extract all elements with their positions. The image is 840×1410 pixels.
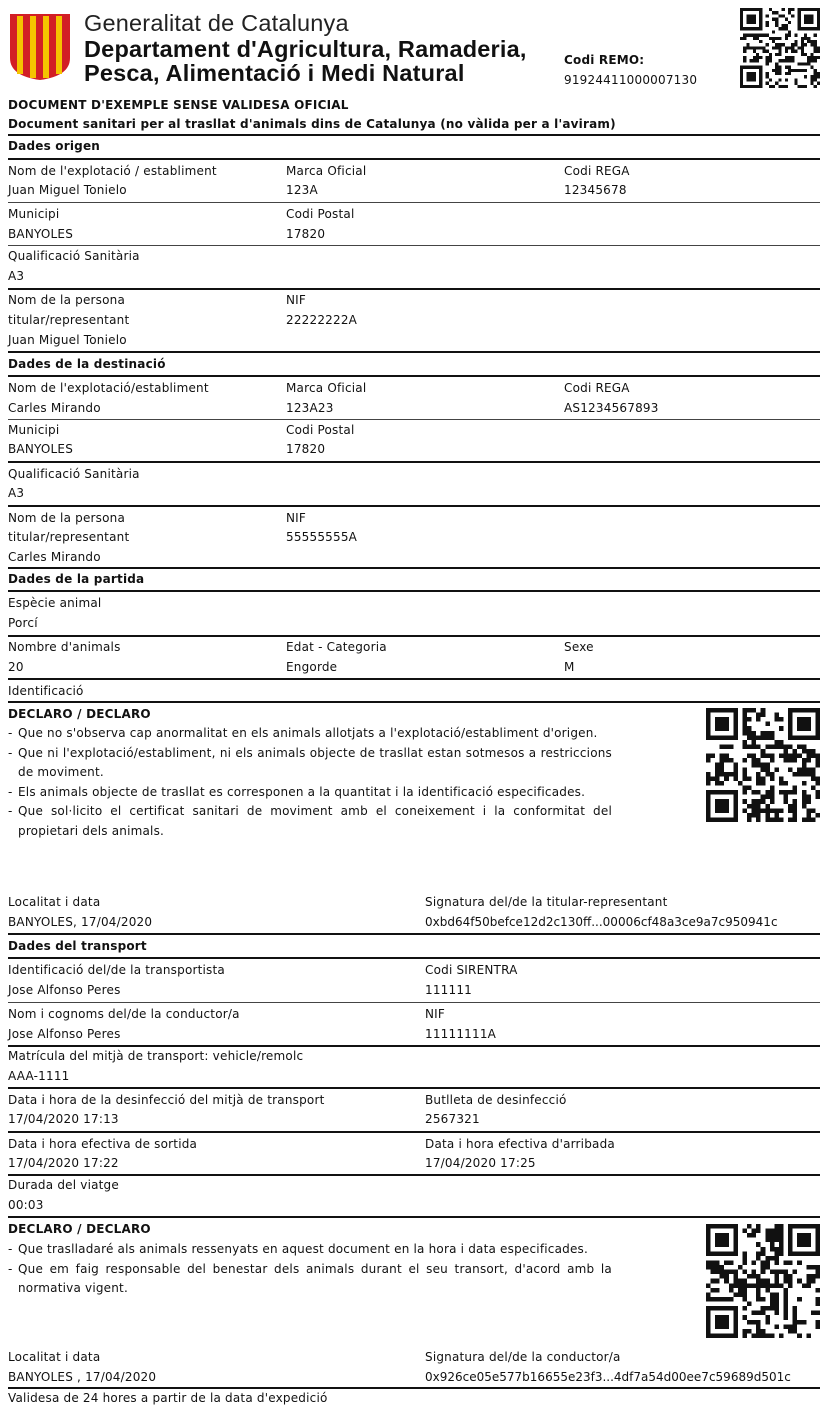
transport-arribada-value: 17/04/2020 17:25 <box>425 1156 536 1170</box>
transport-transportista-label: Identificació del/de la transportista <box>8 963 225 977</box>
declaracio-2-item: - Que traslladaré als animals ressenyats en aquest document en la hora i data especificades. <box>8 1242 588 1256</box>
origen-nif-label: NIF <box>286 293 307 307</box>
transport-durada-label: Durada del viatge <box>8 1178 119 1192</box>
partida-identificacio-label: Identificació <box>8 684 84 698</box>
origen-municipi-value: BANYOLES <box>8 227 74 241</box>
declaracio-1-list <box>8 724 612 841</box>
transport-durada-value: 00:03 <box>8 1198 44 1212</box>
declaracio-2-signatura-label: Signatura del/de la conductor/a <box>425 1350 621 1364</box>
partida-edat-label: Edat - Categoria <box>286 640 387 654</box>
transport-desinfeccio-label: Data i hora de la desinfecció del mitjà de transport <box>8 1093 325 1107</box>
partida-sexe-value: M <box>564 660 575 674</box>
desti-persona-value: Carles Mirando <box>8 550 101 564</box>
transport-nif-value: 11111111A <box>425 1027 497 1041</box>
declaracio-1-item: - Que no s'observa cap anormalitat en els animals allotjats a l'explotació/establiment d'origen. <box>8 726 598 740</box>
desti-rega-label: Codi REGA <box>564 381 630 395</box>
document-title: DOCUMENT D'EXEMPLE SENSE VALIDESA OFICIAL <box>8 98 349 112</box>
transport-arribada-label: Data i hora efectiva d'arribada <box>425 1137 615 1151</box>
desti-cp-label: Codi Postal <box>286 423 355 437</box>
transport-sortida-value: 17/04/2020 17:22 <box>8 1156 119 1170</box>
section-heading-transport: Dades del transport <box>8 939 147 953</box>
partida-nombre-label: Nombre d'animals <box>8 640 121 654</box>
origen-nif-value: 22222222A <box>286 313 358 327</box>
declaracio-2-localitat-value: BANYOLES , 17/04/2020 <box>8 1370 157 1384</box>
desti-persona-label-2: titular/representant <box>8 530 130 544</box>
transport-butlleta-label: Butlleta de desinfecció <box>425 1093 567 1107</box>
transport-conductor-value: Jose Alfonso Peres <box>8 1027 121 1041</box>
origen-qualificacio-value: A3 <box>8 269 25 283</box>
origen-municipi-label: Municipi <box>8 207 60 221</box>
declaracio-2-list <box>8 1240 612 1299</box>
transport-transportista-value: Jose Alfonso Peres <box>8 983 121 997</box>
declaracio-2-heading: DECLARO / DECLARO <box>8 1222 151 1236</box>
declaracio-1-item: - Que sol·licito el certificat sanitari de moviment amb el coneixement i la conformitat del propietari dels animals. <box>8 804 612 838</box>
origen-rega-value: 12345678 <box>564 183 627 197</box>
desti-municipi-value: BANYOLES <box>8 442 74 456</box>
qr-code-icon <box>740 8 820 88</box>
origen-persona-label-2: titular/representant <box>8 313 130 327</box>
transport-matricula-value: AAA-1111 <box>8 1069 70 1083</box>
partida-sexe-label: Sexe <box>564 640 594 654</box>
desti-nom-label: Nom de l'explotació/establiment <box>8 381 209 395</box>
partida-especie-value: Porcí <box>8 616 38 630</box>
generalitat-logo <box>8 10 72 82</box>
origen-marca-label: Marca Oficial <box>286 164 367 178</box>
transport-matricula-label: Matrícula del mitjà de transport: vehicle/remolc <box>8 1049 304 1063</box>
desti-nif-value: 55555555A <box>286 530 358 544</box>
origen-rega-label: Codi REGA <box>564 164 630 178</box>
desti-marca-value: 123A23 <box>286 401 334 415</box>
origen-cp-label: Codi Postal <box>286 207 355 221</box>
desti-persona-label-1: Nom de la persona <box>8 511 126 525</box>
origen-cp-value: 17820 <box>286 227 326 241</box>
desti-rega-value: AS1234567893 <box>564 401 659 415</box>
org-line-1: Generalitat de Catalunya <box>84 10 349 36</box>
remo-label: Codi REMO: <box>564 53 645 67</box>
transport-sortida-label: Data i hora efectiva de sortida <box>8 1137 198 1151</box>
desti-nif-label: NIF <box>286 511 307 525</box>
declaracio-1-item: - Que ni l'explotació/establiment, ni els animals objecte de trasllat estan sotmesos a restriccions de moviment. <box>8 745 612 779</box>
footer-validesa: Validesa de 24 hores a partir de la data d'expedició <box>8 1391 328 1405</box>
declaracio-1-signatura-value: 0xbd64f50befce12d2c130ff...00006cf48a3ce9a7c950941c <box>425 915 778 929</box>
section-heading-desti: Dades de la destinació <box>8 357 166 371</box>
origen-persona-label-1: Nom de la persona <box>8 293 126 307</box>
desti-cp-value: 17820 <box>286 442 326 456</box>
origen-qualificacio-label: Qualificació Sanitària <box>8 249 140 263</box>
transport-conductor-label: Nom i cognoms del/de la conductor/a <box>8 1007 240 1021</box>
transport-butlleta-value: 2567321 <box>425 1112 480 1126</box>
desti-marca-label: Marca Oficial <box>286 381 367 395</box>
origen-marca-value: 123A <box>286 183 318 197</box>
organization-name <box>84 10 527 85</box>
declaracio-2-signatura-value: 0x926ce05e577b16655e23f3...4df7a54d00ee7c59689d501c <box>425 1370 791 1384</box>
declaracio-1-signatura-label: Signatura del/de la titular-representant <box>425 895 668 909</box>
declaracio-1-item: - Els animals objecte de trasllat es corresponen a la quantitat i la identificació especificades. <box>8 784 586 799</box>
declaracio-2-localitat-label: Localitat i data <box>8 1350 101 1364</box>
qr-code-icon <box>706 1224 820 1338</box>
org-line-3: Pesca, Alimentació i Medi Natural <box>84 60 465 86</box>
desti-municipi-label: Municipi <box>8 423 60 437</box>
transport-nif-label: NIF <box>425 1007 446 1021</box>
partida-edat-value: Engorde <box>286 660 338 674</box>
desti-nom-value: Carles Mirando <box>8 401 101 415</box>
partida-nombre-value: 20 <box>8 660 24 674</box>
remo-code <box>564 52 697 89</box>
transport-sirentra-value: 111111 <box>425 983 473 997</box>
declaracio-1-localitat-value: BANYOLES, 17/04/2020 <box>8 915 153 929</box>
section-heading-partida: Dades de la partida <box>8 572 145 586</box>
remo-value: 91924411000007130 <box>564 73 698 87</box>
origen-nom-value: Juan Miguel Tonielo <box>8 183 127 197</box>
origen-persona-value: Juan Miguel Tonielo <box>8 333 127 347</box>
section-heading-origen: Dades origen <box>8 139 101 153</box>
declaracio-2-item: - Que em faig responsable del benestar dels animals durant el seu transort, d'acord amb la normativa vigent. <box>8 1261 612 1295</box>
transport-sirentra-label: Codi SIRENTRA <box>425 963 518 977</box>
document-subtitle: Document sanitari per al trasllat d'animals dins de Catalunya (no vàlida per a l'aviram) <box>8 117 616 131</box>
org-line-2: Departament d'Agricultura, Ramaderia, <box>84 36 527 62</box>
origen-nom-label: Nom de l'explotació / establiment <box>8 164 217 178</box>
desti-qualificacio-value: A3 <box>8 486 25 500</box>
declaracio-1-heading: DECLARO / DECLARO <box>8 707 151 721</box>
declaracio-1-localitat-label: Localitat i data <box>8 895 101 909</box>
transport-desinfeccio-value: 17/04/2020 17:13 <box>8 1112 119 1126</box>
partida-especie-label: Espècie animal <box>8 596 102 610</box>
desti-qualificacio-label: Qualificació Sanitària <box>8 467 140 481</box>
qr-code-icon <box>706 708 820 822</box>
